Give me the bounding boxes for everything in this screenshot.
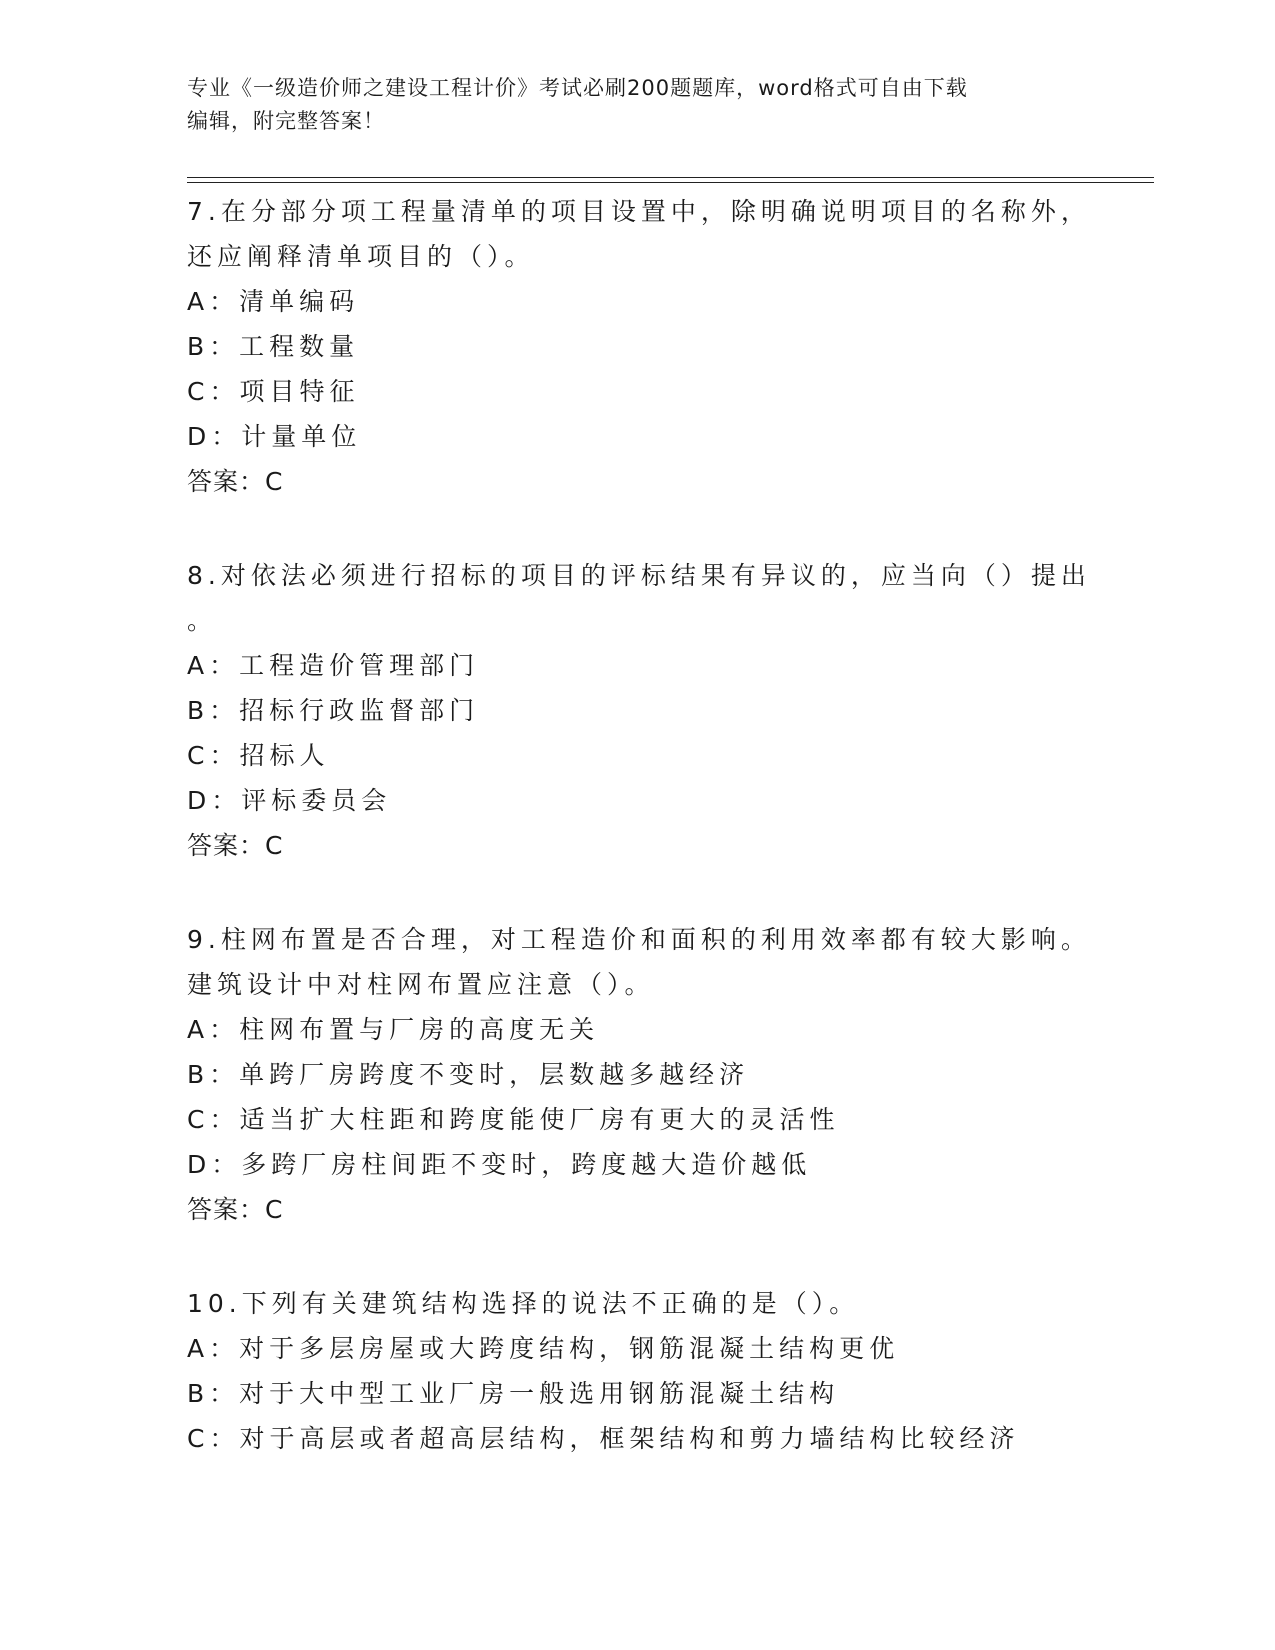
option-a: A：工程造价管理部门 bbox=[187, 651, 480, 680]
question-10 bbox=[187, 1281, 1087, 1461]
answer-line: 答案：C bbox=[187, 1195, 284, 1224]
header-divider-top bbox=[187, 177, 1154, 178]
option-c: C：招标人 bbox=[187, 741, 330, 770]
question-9 bbox=[187, 917, 1091, 1232]
option-c: C：项目特征 bbox=[187, 377, 360, 406]
option-a: A：对于多层房屋或大跨度结构，钢筋混凝土结构更优 bbox=[187, 1334, 900, 1363]
question-stem-line: 建筑设计中对柱网布置应注意（）。 bbox=[187, 970, 655, 999]
question-stem-line: 。 bbox=[187, 606, 218, 635]
option-c: C：适当扩大柱距和跨度能使厂房有更大的灵活性 bbox=[187, 1105, 840, 1134]
answer-line: 答案：C bbox=[187, 467, 284, 496]
question-stem-line: 还应阐释清单项目的（）。 bbox=[187, 242, 535, 271]
question-8 bbox=[187, 553, 1091, 868]
question-stem-line: 10.下列有关建筑结构选择的说法不正确的是（）。 bbox=[187, 1289, 860, 1318]
question-stem-line: 7.在分部分项工程量清单的项目设置中，除明确说明项目的名称外， bbox=[187, 197, 1091, 226]
document-header bbox=[187, 72, 1087, 138]
option-d: D：计量单位 bbox=[187, 422, 362, 451]
option-c: C：对于高层或者超高层结构，框架结构和剪力墙结构比较经济 bbox=[187, 1424, 1020, 1453]
option-b: B：招标行政监督部门 bbox=[187, 696, 480, 725]
option-b: B：单跨厂房跨度不变时，层数越多越经济 bbox=[187, 1060, 750, 1089]
header-divider-bottom bbox=[187, 182, 1154, 183]
option-a: A：柱网布置与厂房的高度无关 bbox=[187, 1015, 600, 1044]
question-stem-line: 9.柱网布置是否合理，对工程造价和面积的利用效率都有较大影响。 bbox=[187, 925, 1091, 954]
answer-line: 答案：C bbox=[187, 831, 284, 860]
header-line-1: 专业《一级造价师之建设工程计价》考试必刷200题题库，word格式可自由下载 bbox=[187, 76, 968, 100]
option-b: B：对于大中型工业厂房一般选用钢筋混凝土结构 bbox=[187, 1379, 840, 1408]
question-7 bbox=[187, 189, 1091, 504]
option-a: A：清单编码 bbox=[187, 287, 360, 316]
option-b: B：工程数量 bbox=[187, 332, 360, 361]
option-d: D：多跨厂房柱间距不变时，跨度越大造价越低 bbox=[187, 1150, 812, 1179]
header-line-2: 编辑，附完整答案！ bbox=[187, 109, 385, 133]
option-d: D：评标委员会 bbox=[187, 786, 392, 815]
question-stem-line: 8.对依法必须进行招标的项目的评标结果有异议的，应当向（）提出 bbox=[187, 561, 1091, 590]
